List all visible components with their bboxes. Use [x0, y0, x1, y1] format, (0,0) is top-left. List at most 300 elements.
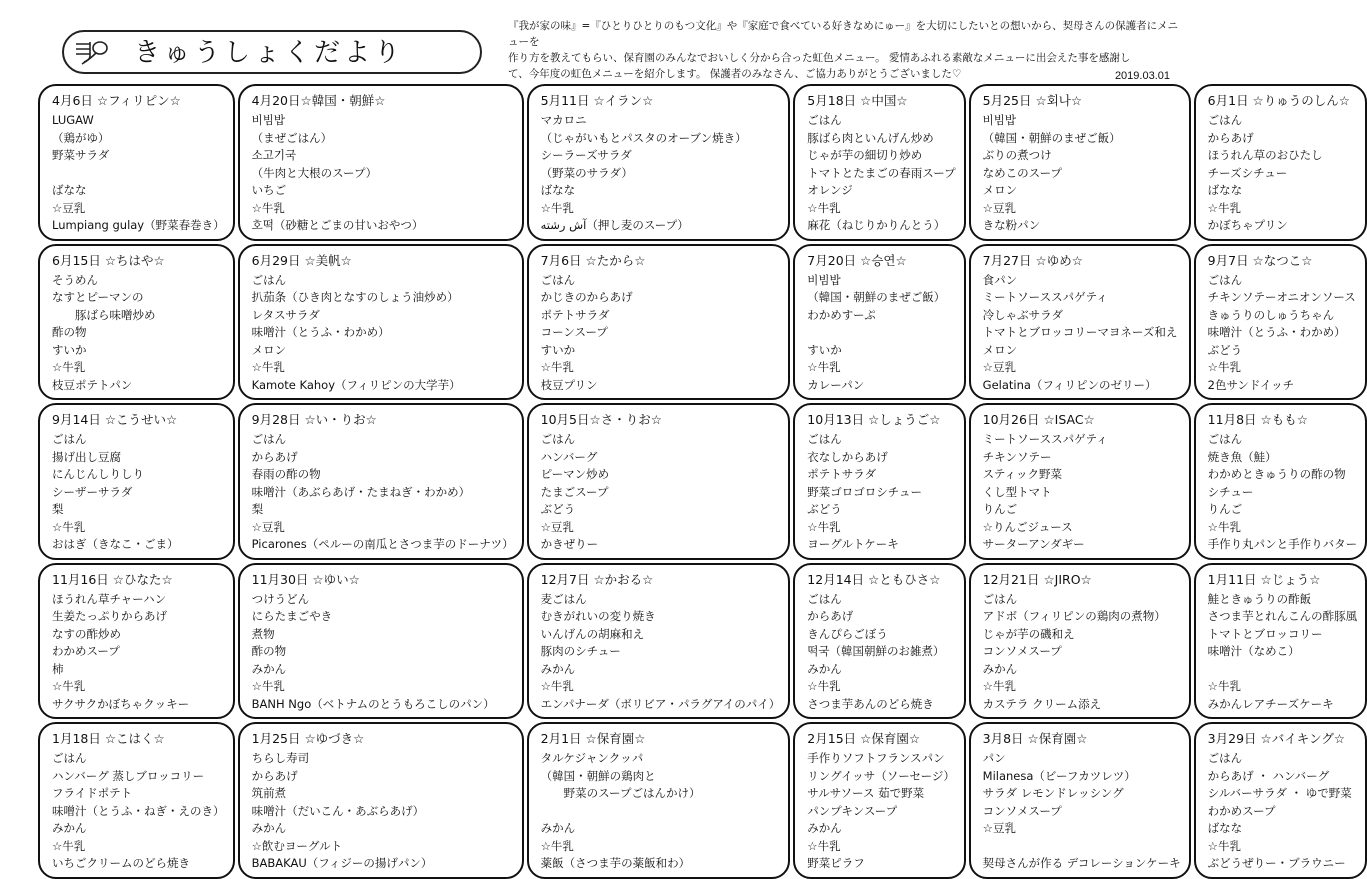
menu-item: ぶどうぜりー・ブラウニー — [1207, 856, 1346, 870]
menu-item: トマトとたまごの春雨スープ — [807, 165, 956, 180]
menu-day-cell — [1194, 84, 1367, 241]
menu-day-cell — [793, 244, 965, 401]
menu-item: ☆牛乳 — [1207, 360, 1241, 374]
menu-item: サルサソース 茹で野菜 — [807, 786, 925, 800]
menu-item: ☆牛乳 — [251, 200, 285, 215]
menu-item: からあげ — [1207, 130, 1254, 145]
menu-day-title: 7月27日 ☆ゆめ☆ — [982, 252, 1083, 268]
menu-item: からあげ ・ ハンバーグ — [1207, 768, 1330, 783]
menu-item: 柿 — [52, 661, 64, 676]
menu-item: みかん — [807, 821, 842, 835]
menu-item: 소고기국 — [251, 148, 297, 162]
menu-item: 酢の物 — [251, 644, 287, 658]
menu-day-title: 6月15日 ☆ちはや☆ — [52, 252, 165, 268]
menu-item: ☆牛乳 — [1207, 679, 1241, 693]
menu-item: からあげ — [807, 609, 854, 623]
menu-day-title: 1月11日 ☆じょう☆ — [1207, 571, 1321, 587]
menu-day-cell — [1194, 722, 1367, 879]
menu-item: コンソメスープ — [982, 644, 1062, 658]
menu-item: （じゃがいもとパスタのオーブン焼き） — [540, 130, 747, 145]
menu-item: トマトとブロッコリー — [1207, 626, 1323, 641]
menu-calendar — [38, 84, 1358, 870]
menu-item: シルバーサラダ ・ ゆで野菜 — [1207, 786, 1352, 800]
menu-item: りんご — [1207, 502, 1243, 516]
menu-day-cell — [1194, 244, 1367, 401]
menu-item: きゅうりのしゅうちゃん — [1207, 307, 1335, 322]
menu-item: ごはん — [982, 591, 1018, 606]
menu-item: 野菜サラダ — [52, 148, 110, 162]
menu-item: そうめん — [52, 272, 98, 287]
menu-item: ☆牛乳 — [52, 519, 86, 534]
menu-item: ごはん — [1207, 113, 1243, 127]
menu-day-cell — [527, 403, 791, 560]
menu-item: フライドポテト — [52, 786, 133, 800]
menu-item-list — [983, 431, 1181, 554]
menu-item: アドボ（フィリピンの鶏肉の煮物） — [982, 609, 1166, 623]
menu-item-list — [541, 112, 781, 235]
menu-item: ハンバーグ 蒸しブロッコリー — [52, 768, 205, 783]
menu-item-list — [541, 750, 781, 873]
menu-item: 豚ばら肉といんげん炒め — [807, 130, 934, 145]
menu-day-cell — [793, 403, 965, 560]
menu-day-title: 4月6日 ☆フィリピン☆ — [52, 93, 181, 108]
menu-item: ☆牛乳 — [1207, 519, 1241, 534]
menu-item: BABAKAU（フィジーの揚げパン） — [251, 856, 433, 870]
menu-item: みかん — [251, 661, 287, 676]
menu-item-list — [1208, 112, 1358, 235]
menu-item: ピーマン炒め — [540, 467, 610, 481]
menu-day-cell — [238, 84, 524, 241]
menu-item: ☆牛乳 — [807, 360, 841, 374]
menu-day-cell — [38, 244, 235, 401]
menu-item: じゃが芋の磯和え — [982, 626, 1075, 641]
menu-day-cell — [527, 244, 791, 401]
menu-item: ☆牛乳 — [807, 679, 841, 693]
menu-item: （まぜごはん） — [251, 130, 333, 145]
menu-item — [983, 838, 1181, 856]
menu-item: リングイッサ（ソーセージ） — [807, 768, 955, 783]
menu-item: いちご — [251, 183, 287, 197]
menu-item-list — [1208, 272, 1358, 395]
menu-item-list — [1208, 431, 1358, 554]
menu-item: コンソメスープ — [982, 803, 1062, 818]
menu-item: ☆豆乳 — [982, 200, 1016, 215]
menu-item: ハンバーグ — [540, 449, 598, 464]
menu-item: シーラーズサラダ — [540, 148, 632, 162]
menu-item: わかめすーぷ — [807, 307, 876, 322]
menu-item: いちごクリームのどら焼き — [52, 856, 190, 870]
menu-item: シーザーサラダ — [52, 484, 133, 499]
menu-item — [541, 803, 781, 821]
menu-item: ☆牛乳 — [251, 679, 285, 693]
fork-spoon-icon — [72, 36, 112, 68]
menu-item: BANH Ngo（ベトナムのとうもろこしのパン） — [251, 696, 495, 711]
menu-day-cell — [969, 403, 1191, 560]
menu-item: ☆牛乳 — [1207, 200, 1241, 215]
menu-day-cell — [969, 244, 1191, 401]
menu-day-title: 7月6日 ☆たから☆ — [540, 252, 646, 268]
issue-date: 2019.03.01 — [1114, 70, 1170, 82]
menu-day-title: 5月25日 ☆회나☆ — [982, 93, 1083, 108]
menu-item: 手作り丸パンと手作りバター — [1207, 537, 1358, 551]
menu-item: チーズシチュー — [1207, 165, 1288, 180]
menu-item: 麻花（ねじりかりんとう） — [807, 218, 946, 232]
menu-item: さつま芋あんのどら焼き — [807, 696, 934, 711]
menu-item: ごはん — [540, 272, 576, 287]
menu-day-title: 11月8日 ☆もも☆ — [1207, 412, 1308, 427]
menu-item: コーンスープ — [540, 325, 608, 339]
intro-text: 『我が家の味』=『ひとりひとりのもつ文化』や『家庭で食べている好きなめにゅー』を大切にしたいとの想いから、契母さんの保護者にメニューを 作り方を教えてもらい、保育園のみんなでおいしく分から合った虹色メニュー。 愛情あふれる素敵なメニューに出会えた事を感謝し て、今年度の虹色メニューを紹介します。 保護者のみなさん、ご協力ありがとうございました♡ — [508, 20, 1179, 80]
menu-item: 비빔밥 — [251, 113, 285, 127]
menu-item: ☆牛乳 — [807, 200, 841, 215]
menu-item: ほうれん草のおひたし — [1207, 148, 1323, 162]
menu-item: 春雨の酢の物 — [251, 467, 321, 481]
menu-day-title: 5月18日 ☆中国☆ — [807, 93, 908, 108]
menu-item: ポテトサラダ — [807, 467, 877, 481]
menu-item-list — [983, 591, 1181, 714]
menu-item: ぶりの煮つけ — [982, 148, 1052, 162]
menu-item: （韓国・朝鮮の鶏肉と — [540, 768, 656, 783]
menu-day-cell — [238, 403, 524, 560]
menu-item: ☆牛乳 — [540, 838, 574, 853]
menu-item: 薬飯（さつま芋の薬飯和わ） — [540, 856, 691, 870]
menu-day-cell — [969, 722, 1191, 879]
menu-item: きな粉パン — [982, 218, 1041, 232]
menu-item: ヨーグルトケーキ — [807, 537, 899, 551]
menu-day-cell — [38, 84, 235, 241]
menu-item-list — [252, 272, 514, 395]
menu-item: ごはん — [52, 751, 87, 765]
menu-item: マカロニ — [540, 113, 587, 127]
menu-day-cell — [1194, 403, 1367, 560]
menu-item: ☆牛乳 — [1207, 838, 1241, 853]
menu-item: 衣なしからあげ — [807, 449, 888, 464]
menu-item-list — [807, 112, 955, 235]
menu-item: すいか — [807, 342, 842, 357]
menu-item-list — [52, 272, 225, 395]
menu-day-cell — [527, 84, 791, 241]
menu-item-list — [983, 750, 1181, 873]
menu-item: ☆牛乳 — [540, 679, 574, 693]
menu-item: 揚げ出し豆腐 — [52, 449, 121, 464]
menu-item: すいか — [540, 342, 576, 357]
menu-item: いんげんの胡麻和え — [540, 626, 645, 641]
menu-day-title: 2月15日 ☆保育園☆ — [807, 731, 921, 746]
menu-item: ☆牛乳 — [540, 360, 574, 374]
menu-item: ミートソーススパゲティ — [982, 290, 1108, 304]
menu-item: ☆牛乳 — [52, 360, 86, 374]
menu-day-title: 3月29日 ☆バイキング☆ — [1207, 731, 1346, 746]
menu-item: ☆牛乳 — [52, 679, 86, 693]
menu-day-title: 9月7日 ☆なつこ☆ — [1207, 252, 1313, 268]
menu-day-title: 9月14日 ☆こうせい☆ — [52, 412, 178, 427]
menu-item: 枝豆ポテトパン — [52, 377, 133, 392]
menu-item: わかめスープ — [52, 644, 120, 658]
menu-item — [52, 165, 225, 183]
menu-item: ☆豆乳 — [52, 200, 86, 215]
menu-item — [807, 324, 955, 342]
menu-item-list — [807, 591, 955, 714]
menu-item: 味噌汁（あぶらあげ・たまねぎ・わかめ） — [251, 484, 471, 499]
menu-item: ☆牛乳 — [807, 519, 841, 534]
menu-item: ﺁش رشته（押し麦のスープ） — [540, 218, 689, 232]
menu-item: ごはん — [807, 432, 842, 446]
menu-day-title: 1月18日 ☆こはく☆ — [52, 731, 165, 746]
menu-item: オレンジ — [807, 183, 853, 197]
menu-item: 扒茄条（ひき肉となすのしょう油炒め） — [251, 290, 459, 304]
menu-item-list — [1208, 591, 1358, 714]
menu-item: すいか — [52, 342, 87, 357]
menu-item: エンパナーダ（ボリビア・パラグアイのパイ） — [540, 696, 781, 711]
menu-item: 酢の物 — [52, 325, 87, 339]
menu-item: なすの酢炒め — [52, 626, 121, 641]
menu-item: ☆牛乳 — [251, 360, 285, 374]
menu-item: ごはん — [540, 432, 576, 446]
menu-item-list — [252, 750, 514, 873]
menu-day-cell — [527, 722, 791, 879]
menu-item: みかん — [540, 661, 576, 676]
menu-item: カステラ クリーム添え — [982, 696, 1102, 711]
menu-item: Lumpiang gulay（野菜春巻き） — [52, 218, 225, 232]
menu-item-list — [983, 112, 1181, 235]
menu-item: かきぜりー — [540, 537, 599, 551]
menu-item: じゃが芋の細切り炒め — [807, 148, 923, 162]
menu-item: Picarones（ペルーの南瓜とさつま芋のドーナツ） — [251, 537, 514, 551]
menu-item: 豚肉のシチュー — [540, 644, 621, 658]
menu-item: （韓国・朝鮮のまぜご飯） — [807, 290, 946, 304]
menu-item-list — [807, 431, 955, 554]
menu-item-list — [52, 431, 225, 554]
menu-item — [1208, 661, 1358, 679]
menu-day-cell — [793, 563, 965, 720]
menu-item: ばなな — [1207, 821, 1243, 835]
menu-item: ごはん — [1207, 751, 1243, 765]
menu-item: ごはん — [1207, 272, 1243, 287]
menu-item: ごはん — [52, 432, 87, 446]
menu-item: からあげ — [251, 768, 298, 783]
menu-day-cell — [238, 563, 524, 720]
menu-item: ぶどう — [540, 502, 576, 516]
menu-item: ちらし寿司 — [251, 751, 310, 765]
menu-item: （野菜のサラダ） — [540, 165, 633, 180]
menu-item: ☆牛乳 — [807, 838, 841, 853]
menu-item: 筑前煮 — [251, 786, 287, 800]
menu-item: サーターアンダギー — [982, 537, 1085, 551]
menu-item-list — [807, 750, 955, 873]
menu-item: みかん — [540, 821, 576, 835]
menu-item: Gelatina（フィリピンのゼリー） — [982, 377, 1157, 392]
menu-item: 梨 — [52, 502, 64, 516]
menu-item: サクサクかぼちゃクッキー — [52, 696, 190, 711]
menu-item: 떡국（韓国朝鮮のお雑煮） — [807, 644, 945, 658]
menu-item: 野菜ゴロゴロシチュー — [807, 484, 922, 499]
menu-item: ☆牛乳 — [52, 838, 86, 853]
menu-day-cell — [793, 84, 965, 241]
menu-item: パンプキンスープ — [807, 803, 898, 818]
menu-item: たまごスープ — [540, 484, 609, 499]
menu-item: ばなな — [1207, 183, 1243, 197]
menu-item: かぼちゃプリン — [1207, 218, 1288, 232]
menu-day-title: 5月11日 ☆イラン☆ — [540, 93, 654, 108]
menu-item: ミートソーススパゲティ — [982, 432, 1108, 446]
menu-item: なすとピーマンの — [52, 290, 144, 304]
menu-day-cell — [38, 403, 235, 560]
menu-item: ☆飲むヨーグルト — [251, 838, 343, 853]
menu-item: かじきのからあげ — [540, 290, 633, 304]
menu-item: 豚ばら味噌炒め — [52, 307, 156, 322]
menu-item: ばなな — [52, 183, 87, 197]
menu-item: トマトとブロッコリーマヨネーズ和え — [982, 325, 1178, 339]
menu-day-title: 10月13日 ☆しょうご☆ — [807, 412, 941, 427]
menu-item: ごはん — [251, 272, 287, 287]
menu-item: つけうどん — [251, 591, 310, 606]
menu-item: ごはん — [807, 591, 842, 606]
menu-day-title: 9月28日 ☆い・りお☆ — [251, 412, 377, 427]
menu-item: 味噌汁（とうふ・わかめ） — [251, 325, 390, 339]
menu-item: （鶏がゆ） — [52, 130, 110, 145]
menu-item: りんご — [982, 502, 1018, 516]
menu-item: おはぎ（きなこ・ごま） — [52, 537, 179, 551]
menu-item: ☆豆乳 — [982, 360, 1016, 374]
menu-item: ごはん — [251, 432, 287, 446]
menu-item: 비빔밥 — [982, 113, 1016, 127]
menu-item: 호떡（砂糖とごまの甘いおやつ） — [251, 218, 424, 232]
menu-item: メロン — [982, 342, 1018, 357]
menu-item: 生姜たっぷりからあげ — [52, 609, 167, 623]
menu-item: 食パン — [982, 272, 1018, 287]
menu-item: にらたまごやき — [251, 609, 333, 623]
menu-item: 焼き魚（鮭） — [1207, 449, 1277, 464]
menu-item: わかめスープ — [1207, 803, 1276, 818]
menu-item: サラダ レモンドレッシング — [982, 786, 1124, 800]
menu-item: ☆牛乳 — [540, 200, 574, 215]
menu-item: スティック野菜 — [982, 467, 1063, 481]
menu-day-cell — [38, 722, 235, 879]
menu-item: みかん — [982, 661, 1018, 676]
menu-item: Milanesa（ビーフカツレツ） — [982, 768, 1136, 783]
menu-item: レタスサラダ — [251, 307, 320, 322]
menu-item: ごはん — [1207, 432, 1243, 446]
menu-day-title: 3月8日 ☆保育園☆ — [982, 731, 1088, 746]
menu-item: むきがれいの変り焼き — [540, 609, 656, 623]
menu-item: 梨 — [251, 502, 264, 516]
menu-item-list — [52, 591, 225, 714]
menu-item: ポテトサラダ — [540, 307, 610, 322]
menu-item: 野菜ピラフ — [807, 856, 865, 870]
menu-item: さつま芋とれんこんの酢豚風 — [1207, 609, 1358, 623]
menu-day-title: 11月16日 ☆ひなた☆ — [52, 571, 173, 587]
menu-item-list — [541, 431, 781, 554]
menu-item: わかめときゅうりの酢の物 — [1207, 467, 1346, 481]
menu-item: なめこのスープ — [982, 165, 1063, 180]
menu-item: からあげ — [251, 449, 298, 464]
menu-day-cell — [969, 84, 1191, 241]
menu-day-cell — [527, 563, 791, 720]
menu-item: ☆豆乳 — [982, 821, 1016, 835]
menu-item: 枝豆プリン — [540, 377, 598, 392]
menu-day-title: 12月21日 ☆JIRO☆ — [982, 571, 1092, 587]
menu-item: ぶどう — [807, 502, 842, 516]
menu-item-list — [52, 112, 225, 235]
menu-day-title: 2月1日 ☆保育園☆ — [540, 731, 646, 746]
menu-item: ぶどう — [1207, 342, 1243, 357]
menu-item: 煮物 — [251, 626, 275, 641]
menu-item: みかん — [52, 821, 87, 835]
menu-item: タルケジャンクッパ — [540, 751, 644, 765]
menu-day-cell — [969, 563, 1191, 720]
menu-item: くし型トマト — [982, 484, 1052, 499]
menu-item: ☆牛乳 — [982, 679, 1016, 693]
menu-item: （牛肉と大根のスープ） — [251, 165, 378, 180]
menu-item: パン — [982, 751, 1006, 765]
menu-item: にんじんしりしり — [52, 467, 144, 481]
menu-day-cell — [238, 244, 524, 401]
menu-item: 味噌汁（なめこ） — [1207, 644, 1300, 658]
menu-day-title: 1月25日 ☆ゆづき☆ — [251, 731, 365, 746]
menu-item: 2色サンドイッチ — [1207, 377, 1295, 392]
menu-item: ほうれん草チャーハン — [52, 591, 167, 606]
menu-item-list — [807, 272, 955, 395]
title-banner — [62, 30, 482, 74]
menu-item-list — [252, 431, 514, 554]
menu-item-list — [541, 591, 781, 714]
menu-item: チキンソテー — [982, 449, 1052, 464]
menu-day-cell — [238, 722, 524, 879]
menu-item: 味噌汁（とうふ・ねぎ・えのき） — [52, 803, 225, 818]
menu-item: 契母さんが作る デコレーションケーキ — [982, 856, 1181, 870]
menu-item: メロン — [251, 342, 287, 357]
page-title: きゅうしょくだより — [134, 38, 405, 68]
menu-day-title: 12月14日 ☆ともひさ☆ — [807, 571, 941, 587]
menu-item: ☆豆乳 — [251, 519, 285, 534]
menu-item: 味噌汁（とうふ・わかめ） — [1207, 325, 1346, 339]
menu-item: シチュー — [1207, 484, 1254, 499]
menu-day-title: 11月30日 ☆ゆい☆ — [251, 571, 360, 587]
menu-item: 手作りソフトフランスパン — [807, 751, 945, 765]
menu-item: きんぴらごぼう — [807, 626, 888, 641]
menu-day-title: 10月5日☆さ・りお☆ — [540, 412, 662, 427]
menu-day-cell — [793, 722, 965, 879]
menu-item: みかんレアチーズケーキ — [1207, 696, 1334, 711]
menu-day-title: 6月1日 ☆りゅうのしん☆ — [1207, 93, 1350, 108]
menu-item: （韓国・朝鮮のまぜご飯） — [982, 130, 1121, 145]
menu-day-cell — [38, 563, 235, 720]
menu-item-list — [252, 591, 514, 714]
menu-item: みかん — [251, 821, 287, 835]
menu-item: 味噌汁（だいこん・あぶらあげ） — [251, 803, 425, 818]
menu-item: メロン — [982, 183, 1018, 197]
menu-item-list — [52, 750, 225, 873]
menu-item: チキンソテーオニオンソース — [1207, 290, 1356, 304]
menu-item: みかん — [807, 661, 842, 676]
menu-day-cell — [1194, 563, 1367, 720]
menu-item: LUGAW — [52, 113, 94, 127]
menu-item: カレーパン — [807, 377, 865, 392]
menu-day-title: 4月20日☆韓国・朝鮮☆ — [251, 93, 386, 108]
menu-item: ☆りんごジュース — [982, 519, 1073, 534]
menu-item: 비빔밥 — [807, 272, 841, 287]
menu-item: ごはん — [807, 113, 842, 127]
header — [0, 0, 1200, 85]
menu-item-list — [252, 112, 514, 235]
menu-item: 野菜のスープごはんかけ） — [540, 786, 701, 800]
menu-item-list — [983, 272, 1181, 395]
menu-item: 冷しゃぶサラダ — [982, 307, 1064, 322]
menu-item: Kamote Kahoy（フィリピンの大学芋） — [251, 377, 461, 392]
menu-item-list — [1208, 750, 1358, 873]
menu-item-list — [541, 272, 781, 395]
menu-day-title: 6月29日 ☆美帆☆ — [251, 252, 352, 268]
